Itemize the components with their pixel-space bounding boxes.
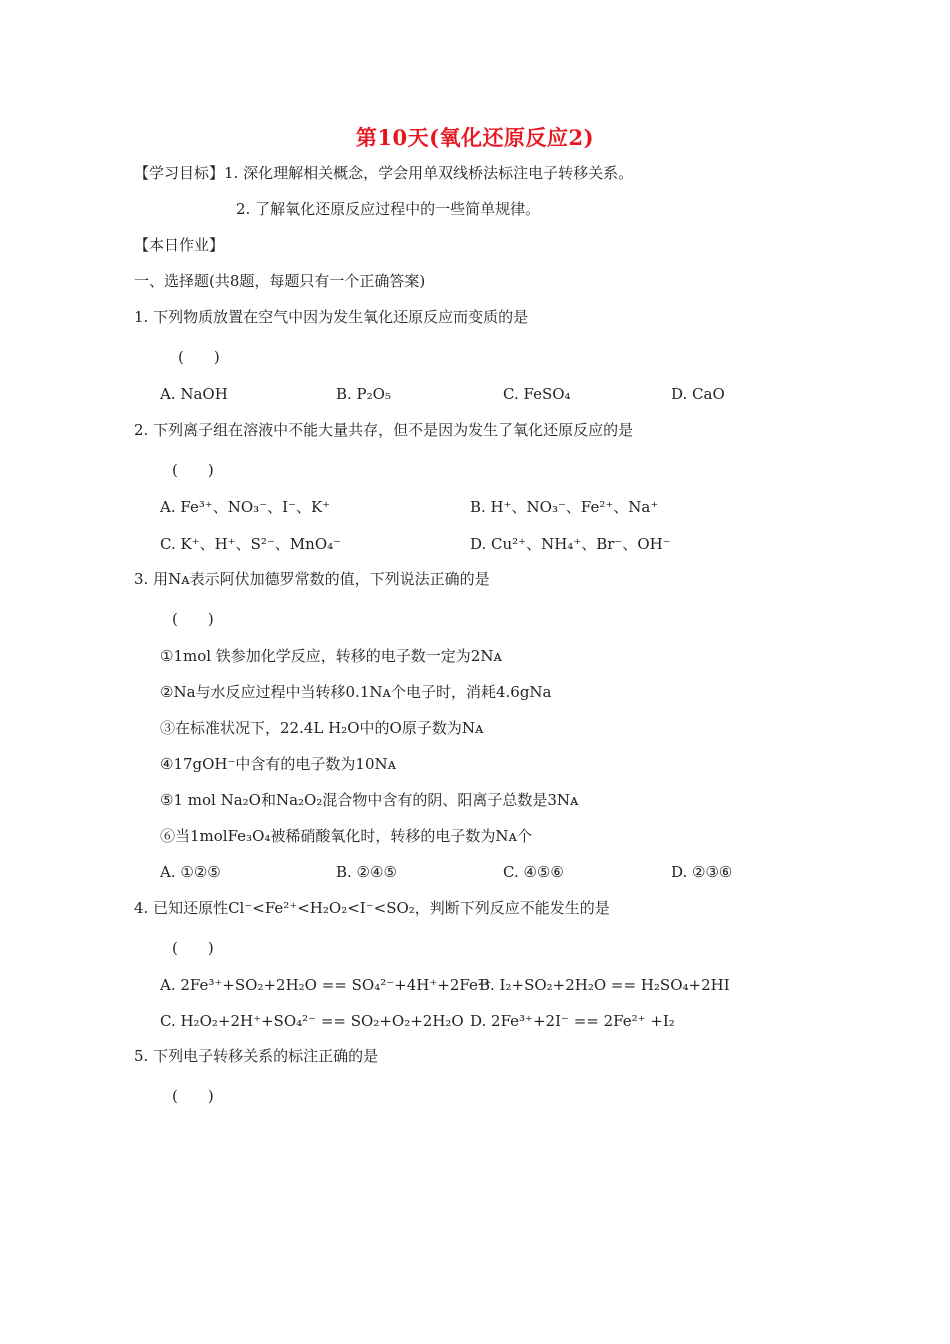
objective-item-2: 2. 了解氧化还原反应过程中的一些简单规律。 bbox=[236, 200, 541, 218]
question-2-option-c: C. K⁺、H⁺、S²⁻、MnO₄⁻ bbox=[160, 535, 342, 553]
question-5-answer-bracket: ( ) bbox=[172, 1087, 214, 1105]
question-1-stem: 1. 下列物质放置在空气中因为发生氧化还原反应而变质的是 bbox=[134, 308, 529, 326]
question-3-statement-5: ⑤1 mol Na₂O和Na₂O₂混合物中含有的阴、阳离子总数是3Nᴀ bbox=[160, 791, 579, 809]
question-1-option-d: D. CaO bbox=[671, 385, 725, 403]
question-4-answer-bracket: ( ) bbox=[172, 939, 214, 957]
question-1-option-b: B. P₂O₅ bbox=[336, 385, 391, 403]
question-3-statement-3: ③在标准状况下，22.4L H₂O中的O原子数为Nᴀ bbox=[160, 719, 484, 737]
question-1-answer-bracket: ( ) bbox=[178, 348, 220, 366]
question-3-statement-2: ②Na与水反应过程中当转移0.1Nᴀ个电子时，消耗4.6gNa bbox=[160, 683, 552, 701]
question-3-option-d: D. ②③⑥ bbox=[671, 863, 733, 881]
question-2-stem: 2. 下列离子组在溶液中不能大量共存，但不是因为发生了氧化还原反应的是 bbox=[134, 421, 634, 439]
question-2-option-b: B. H⁺、NO₃⁻、Fe²⁺、Na⁺ bbox=[470, 498, 659, 516]
objective-item-1: 1. 深化理解相关概念，学会用单双线桥法标注电子转移关系。 bbox=[224, 164, 634, 182]
question-5-stem: 5. 下列电子转移关系的标注正确的是 bbox=[134, 1047, 379, 1065]
page-title: 第10天(氧化还原反应2) bbox=[355, 125, 595, 150]
objectives-label: 【学习目标】 bbox=[134, 164, 225, 182]
question-4-option-c: C. H₂O₂+2H⁺+SO₄²⁻ == SO₂+O₂+2H₂O bbox=[160, 1012, 464, 1030]
question-4-stem: 4. 已知还原性Cl⁻<Fe²⁺<H₂O₂<I⁻<SO₂，判断下列反应不能发生的是 bbox=[134, 899, 610, 917]
question-4-option-a: A. 2Fe³⁺+SO₂+2H₂O == SO₄²⁻+4H⁺+2Fe²⁺ bbox=[160, 976, 492, 994]
question-3-stem: 3. 用Nᴀ表示阿伏加德罗常数的值，下列说法正确的是 bbox=[134, 570, 490, 588]
question-4-option-d: D. 2Fe³⁺+2I⁻ == 2Fe²⁺ +I₂ bbox=[470, 1012, 675, 1030]
homework-label: 【本日作业】 bbox=[134, 236, 225, 254]
section-header: 一、选择题(共8题，每题只有一个正确答案) bbox=[134, 272, 426, 290]
question-2-answer-bracket: ( ) bbox=[172, 461, 214, 479]
question-2-option-d: D. Cu²⁺、NH₄⁺、Br⁻、OH⁻ bbox=[470, 535, 671, 553]
question-1-option-a: A. NaOH bbox=[160, 385, 228, 403]
question-3-option-c: C. ④⑤⑥ bbox=[503, 863, 564, 881]
objectives-line-1 bbox=[134, 163, 633, 183]
question-3-answer-bracket: ( ) bbox=[172, 610, 214, 628]
question-2-option-a: A. Fe³⁺、NO₃⁻、I⁻、K⁺ bbox=[160, 498, 331, 516]
question-1-option-c: C. FeSO₄ bbox=[503, 385, 571, 403]
question-3-option-b: B. ②④⑤ bbox=[336, 863, 397, 881]
question-3-statement-1: ①1mol 铁参加化学反应，转移的电子数一定为2Nᴀ bbox=[160, 647, 502, 665]
question-4-option-b: B. I₂+SO₂+2H₂O == H₂SO₄+2HI bbox=[479, 976, 730, 994]
question-3-statement-6: ⑥当1molFe₃O₄被稀硝酸氧化时，转移的电子数为Nᴀ个 bbox=[160, 827, 532, 845]
question-3-statement-4: ④17gOH⁻中含有的电子数为10Nᴀ bbox=[160, 755, 397, 773]
question-3-option-a: A. ①②⑤ bbox=[160, 863, 221, 881]
